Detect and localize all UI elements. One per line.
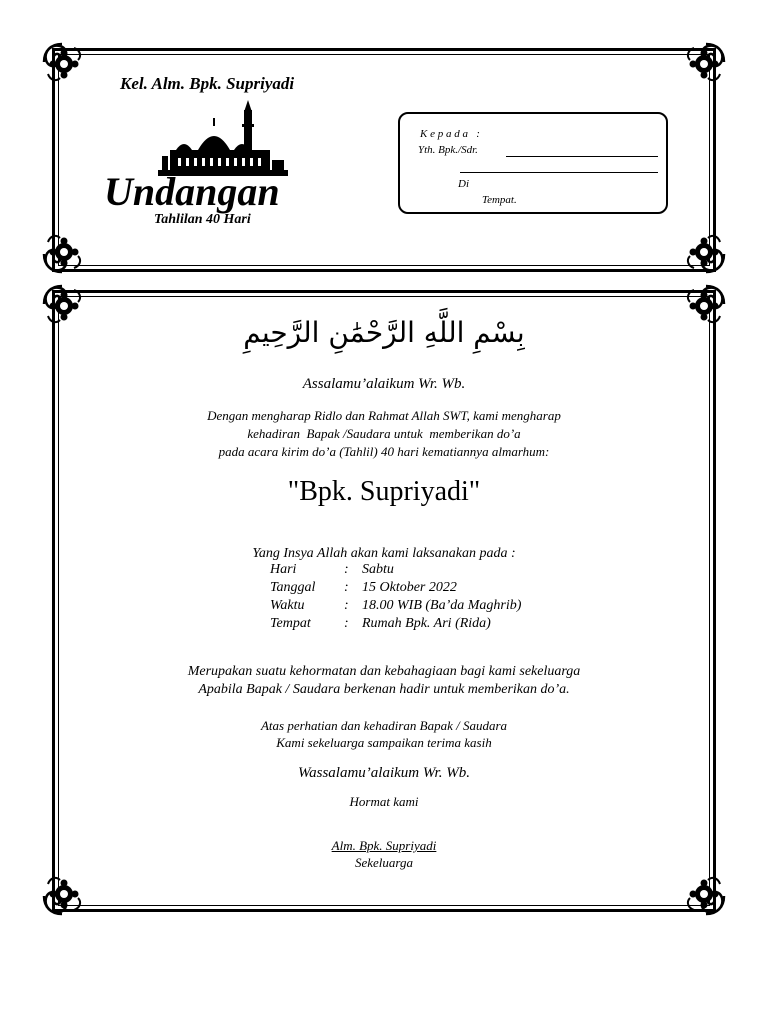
cover-family-name: Kel. Alm. Bpk. Supriyadi xyxy=(120,74,295,93)
address-to-label: K e p a d a : xyxy=(420,128,480,140)
greeting: Assalamu’alaikum Wr. Wb. xyxy=(302,376,466,392)
schedule-sep: : xyxy=(344,616,349,631)
schedule-table xyxy=(270,562,570,634)
schedule-value: Rumah Bpk. Ari (Rida) xyxy=(362,616,491,631)
regards: Hormat kami xyxy=(349,794,419,809)
schedule-label: Waktu xyxy=(270,598,305,613)
thanks-line-2: Kami sekeluarga sampaikan terima kasih xyxy=(276,735,492,750)
mosque-icon xyxy=(158,100,288,178)
closing: Wassalamu’alaikum Wr. Wb. xyxy=(298,765,470,781)
schedule-value: 18.00 WIB (Ba’da Maghrib) xyxy=(362,598,522,613)
deceased-name: "Bpk. Supriyadi" xyxy=(287,476,481,507)
schedule-label: Hari xyxy=(270,562,297,577)
corner-ornament-icon xyxy=(40,874,84,918)
address-box xyxy=(398,112,668,214)
cover-subtitle: Tahlilan 40 Hari xyxy=(154,212,251,227)
schedule-value: 15 Oktober 2022 xyxy=(362,580,457,595)
recipient-line-2 xyxy=(460,172,658,173)
intro-line-3: pada acara kirim do’a (Tahlil) 40 hari kematiannya almarhum: xyxy=(218,444,550,459)
address-recipient-label: Yth. Bpk./Sdr. xyxy=(418,144,478,156)
address-di-label: Di xyxy=(458,178,469,190)
thanks-line-1: Atas perhatian dan kehadiran Bapak / Saudara xyxy=(260,718,508,733)
recipient-line xyxy=(506,156,658,157)
schedule-intro: Yang Insya Allah akan kami laksanakan pada : xyxy=(252,546,516,561)
corner-ornament-icon xyxy=(684,40,728,84)
schedule-sep: : xyxy=(344,562,349,577)
basmalah: بِسْمِ اللَّهِ الرَّحْمَٰنِ الرَّحِيمِ xyxy=(243,316,525,349)
intro-line-1: Dengan mengharap Ridlo dan Rahmat Allah SWT, kami mengharap xyxy=(207,408,561,423)
honor-line-1: Merupakan suatu kehormatan dan kebahagiaan bagi kami sekeluarga xyxy=(187,664,581,679)
schedule-value: Sabtu xyxy=(362,562,394,577)
address-place-label: Tempat. xyxy=(482,194,517,206)
schedule-label: Tanggal xyxy=(270,580,316,595)
schedule-label: Tempat xyxy=(270,616,311,631)
schedule-sep: : xyxy=(344,598,349,613)
corner-ornament-icon xyxy=(40,40,84,84)
corner-ornament-icon xyxy=(684,232,728,276)
signatory-role: Sekeluarga xyxy=(355,855,413,870)
intro-line-2: kehadiran Bapak /Saudara untuk memberikan do’a xyxy=(247,426,521,441)
corner-ornament-icon xyxy=(40,232,84,276)
schedule-sep: : xyxy=(344,580,349,595)
corner-ornament-icon xyxy=(684,874,728,918)
honor-line-2: Apabila Bapak / Saudara berkenan hadir untuk memberikan do’a. xyxy=(198,682,570,697)
cover-title: Undangan xyxy=(104,169,280,214)
signatory-name: Alm. Bpk. Supriyadi xyxy=(331,838,437,853)
